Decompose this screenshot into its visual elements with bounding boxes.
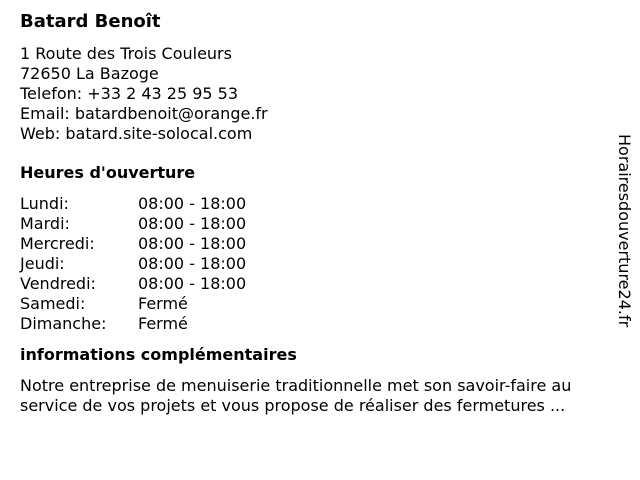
phone-line: Telefon: +33 2 43 25 95 53 (20, 84, 239, 103)
hours-day: Lundi: (20, 194, 69, 213)
hours-time: 08:00 - 18:00 (138, 194, 247, 213)
address-line-2: 72650 La Bazoge (20, 64, 159, 83)
info-text: Notre entreprise de menuiserie traditionnelle met son savoir-faire au service de vos projets et vous propose de réaliser des fermetures ... (20, 376, 572, 415)
hours-time: 08:00 - 18:00 (138, 254, 247, 273)
email-line: Email: batardbenoit@orange.fr (20, 104, 268, 123)
hours-row-sunday (20, 314, 620, 334)
business-name: Batard Benoît (20, 11, 161, 32)
hours-time: Fermé (138, 314, 188, 333)
side-watermark-label: Horairesdouverture24.fr (615, 134, 634, 328)
hours-day: Jeudi: (20, 254, 65, 273)
hours-day: Vendredi: (20, 274, 96, 293)
hours-row-tuesday (20, 214, 620, 234)
hours-row-wednesday (20, 234, 620, 254)
hours-heading: Heures d'ouverture (20, 163, 196, 182)
hours-time: 08:00 - 18:00 (138, 214, 247, 233)
hours-day: Samedi: (20, 294, 86, 313)
hours-row-monday (20, 194, 620, 214)
hours-time: 08:00 - 18:00 (138, 274, 247, 293)
hours-day: Mercredi: (20, 234, 95, 253)
hours-row-saturday (20, 294, 620, 314)
hours-day: Dimanche: (20, 314, 107, 333)
hours-row-friday (20, 274, 620, 294)
business-card (20, 10, 620, 416)
hours-day: Mardi: (20, 214, 70, 233)
hours-time: 08:00 - 18:00 (138, 234, 247, 253)
hours-row-thursday (20, 254, 620, 274)
hours-time: Fermé (138, 294, 188, 313)
web-line: Web: batard.site-solocal.com (20, 124, 253, 143)
address-line-1: 1 Route des Trois Couleurs (20, 44, 232, 63)
info-heading: informations complémentaires (20, 345, 297, 364)
